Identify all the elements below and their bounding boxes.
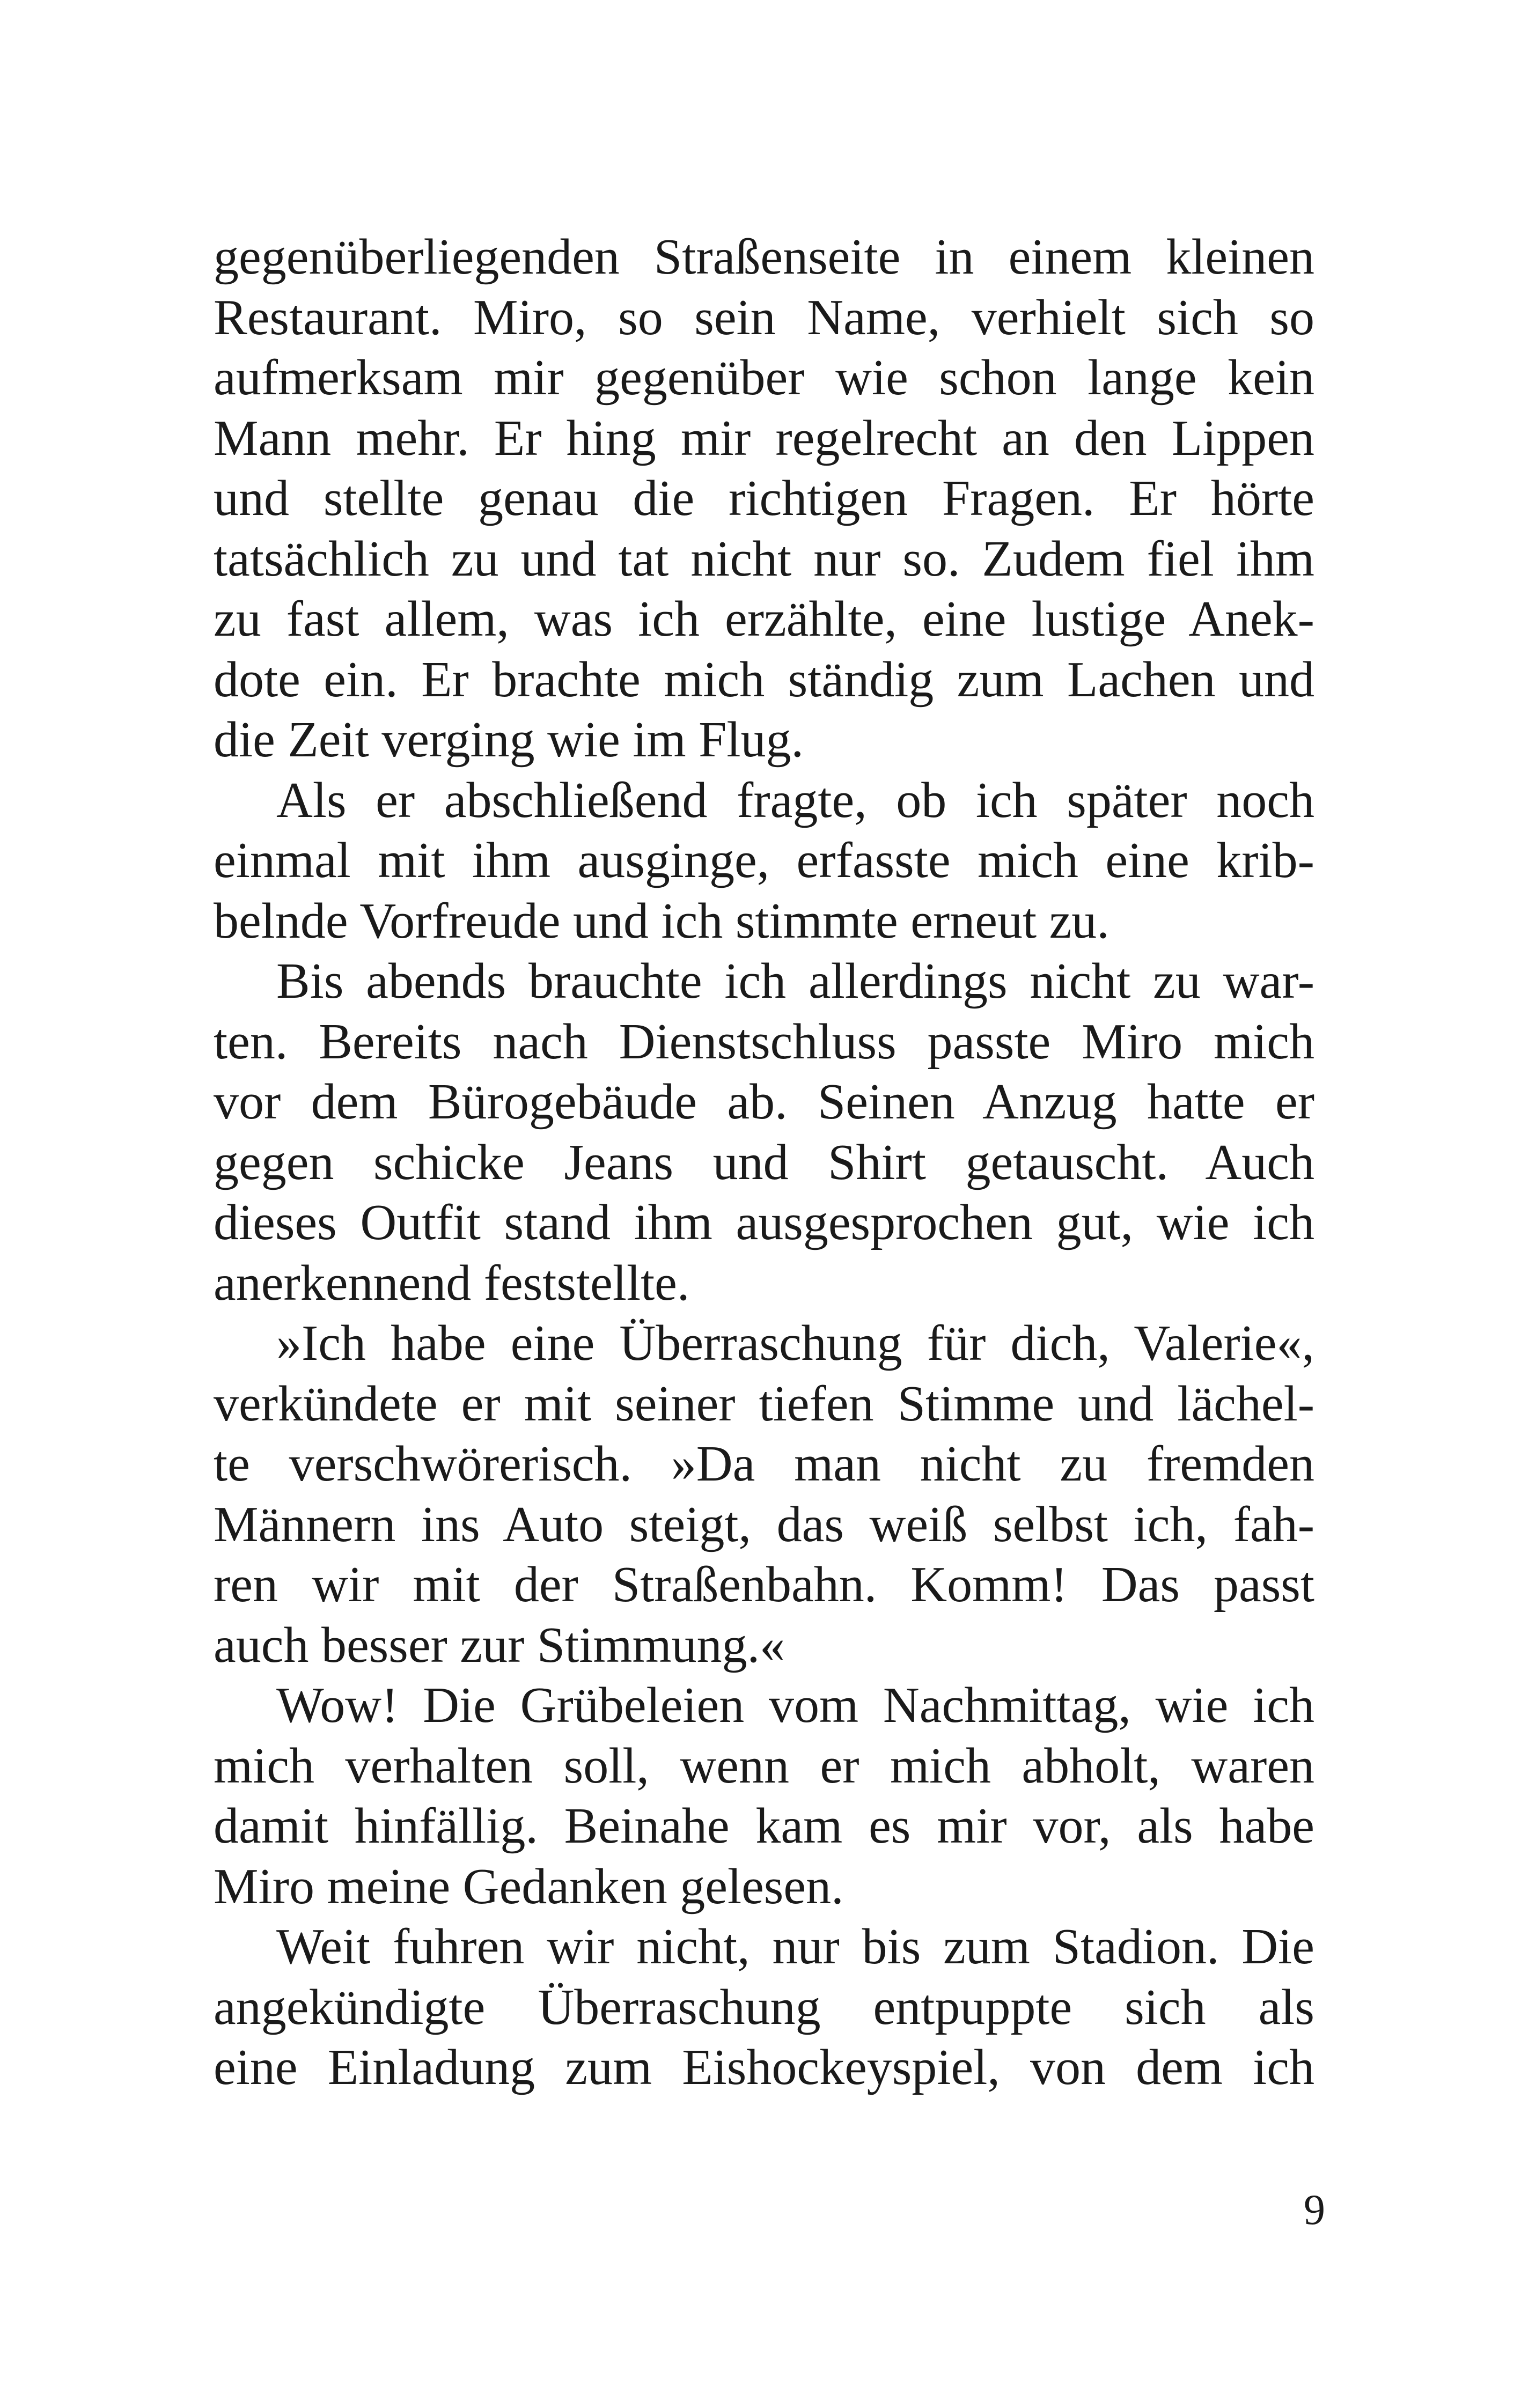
text-line: Weit fuhren wir nicht, nur bis zum Stadion. Die	[276, 1919, 1314, 1975]
text-line: dieses Outfit stand ihm ausgesprochen gut, wie ich	[214, 1195, 1314, 1250]
text-line: zu fast allem, was ich erzählte, eine lustige Anek-	[214, 591, 1314, 647]
text-line: vor dem Bürogebäude ab. Seinen Anzug hatte er	[214, 1074, 1314, 1130]
text-line: te verschwörerisch. »Da man nicht zu fremden	[214, 1436, 1314, 1492]
body-text	[214, 227, 1314, 2098]
text-line: belnde Vorfreude und ich stimmte erneut zu.	[214, 893, 1109, 949]
text-line: eine Einladung zum Eishockeyspiel, von dem ich	[214, 2039, 1314, 2095]
text-line: Bis abends brauchte ich allerdings nicht zu war-	[276, 953, 1314, 1009]
text-line: gegen schicke Jeans und Shirt getauscht. Auch	[214, 1134, 1314, 1190]
text-line: mich verhalten soll, wenn er mich abholt, waren	[214, 1737, 1314, 1794]
text-line: einmal mit ihm ausginge, erfasste mich eine krib-	[214, 833, 1314, 888]
text-line: aufmerksam mir gegenüber wie schon lange kein	[214, 350, 1314, 406]
text-line: anerkennend feststellte.	[214, 1255, 690, 1311]
text-line: verkündete er mit seiner tiefen Stimme und lächel-	[214, 1375, 1314, 1432]
text-line: angekündigte Überraschung entpuppte sich als	[214, 1979, 1314, 2035]
text-line: »Ich habe eine Überraschung für dich, Valerie«,	[276, 1315, 1314, 1371]
text-line: die Zeit verging wie im Flug.	[214, 712, 804, 768]
text-line: Mann mehr. Er hing mir regelrecht an den Lippen	[214, 410, 1314, 466]
text-line: auch besser zur Stimmung.«	[214, 1617, 785, 1673]
text-line: Wow! Die Grübeleien vom Nachmittag, wie ich	[276, 1677, 1314, 1733]
text-line: Restaurant. Miro, so sein Name, verhielt sich so	[214, 289, 1314, 345]
text-line: und stellte genau die richtigen Fragen. Er hörte	[214, 470, 1314, 526]
text-line: Als er abschließend fragte, ob ich später noch	[276, 772, 1314, 828]
text-line: tatsächlich zu und tat nicht nur so. Zudem fiel ihm	[214, 531, 1314, 587]
text-line: gegenüberliegenden Straßenseite in einem kleinen	[214, 229, 1314, 285]
text-line: Miro meine Gedanken gelesen.	[214, 1858, 844, 1914]
page-number: 9	[1304, 2186, 1325, 2234]
text-line: ren wir mit der Straßenbahn. Komm! Das passt	[214, 1557, 1314, 1612]
text-line: Männern ins Auto steigt, das weiß selbst ich, fah-	[214, 1496, 1314, 1552]
text-line: ten. Bereits nach Dienstschluss passte Miro mich	[214, 1013, 1314, 1070]
text-line: dote ein. Er brachte mich ständig zum Lachen und	[214, 651, 1314, 708]
text-line: damit hinfällig. Beinahe kam es mir vor, als habe	[214, 1798, 1314, 1854]
